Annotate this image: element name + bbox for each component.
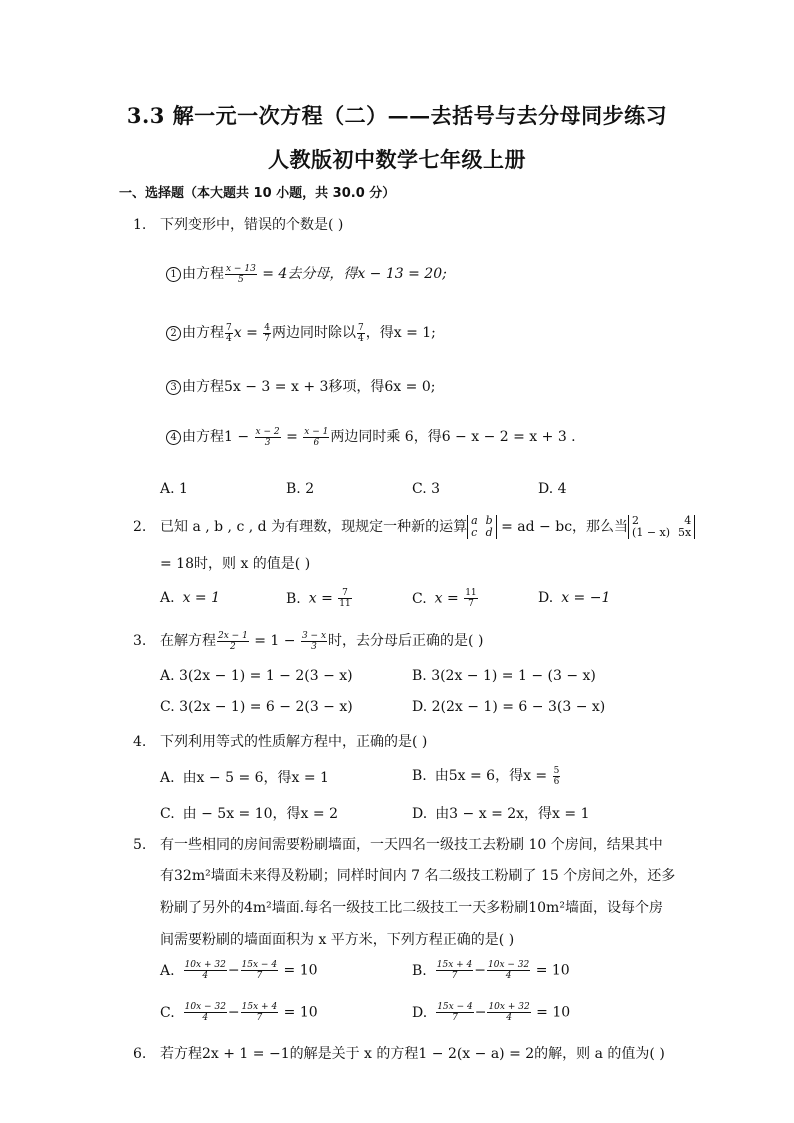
q3-option-c: C. 3(2x − 1) = 6 − 2(3 − x) [160, 699, 353, 715]
q4-option-d: D. 由3 − x = 2x，得x = 1 [412, 806, 590, 822]
q5-option-d: D. $\frac{15x - 4}{7}$ − $\frac{10x + 32}{4}$ = 10 [412, 1002, 571, 1023]
question-6: 6. 若方程2x + 1 = −1的解是关于 x 的方程1 − 2(x − a) = 2的解，则 a 的值为( ) [133, 1046, 665, 1062]
q4-option-b: B. 由5x = 6，得x = $\frac{5}{6}$ [412, 765, 560, 787]
q5-option-c: C. $\frac{10x - 32}{4}$ − $\frac{15x + 4}{7}$ = 10 [160, 1002, 318, 1023]
q1-option-d: D. 4 [538, 481, 567, 497]
q2-option-d: D. x = −1 [538, 590, 611, 606]
question-4: 4. 下列利用等式的性质解方程中，正确的是( ) [133, 734, 428, 750]
doc-subtitle: 人教版初中数学七年级上册 [268, 147, 526, 172]
q5-option-b: B. $\frac{15x + 4}{7}$ − $\frac{10x - 32}{4}$ = 10 [412, 960, 570, 981]
question-3: 3. 在解方程 $\frac{2x - 1}{2}$ = 1 − $\frac{3 - x}{3}$ 时，去分母后正确的是( ) [133, 630, 484, 652]
q4-option-a: A. 由x − 5 = 6，得x = 1 [160, 770, 329, 786]
determinant-given: 2 4 (1 − x) 5x [628, 515, 695, 539]
q1-option-b: B. 2 [286, 481, 315, 497]
q1-option-a: A. 1 [160, 481, 188, 497]
q4-option-c: C. 由 − 5x = 10，得x = 2 [160, 806, 338, 822]
q3-option-d: D. 2(2x − 1) = 6 − 3(3 − x) [412, 699, 606, 715]
q1-option-c: C. 3 [412, 481, 441, 497]
q1-item-3: 3 由方程5x − 3 = x + 3移项，得6x = 0; [166, 376, 435, 396]
question-number: 3. [133, 633, 147, 649]
question-1 [133, 214, 343, 234]
circled-number-4: 4 [166, 430, 181, 445]
question-5: 5. 有一些相同的房间需要粉刷墙面，一天四名一级技工去粉刷 10 个房间，结果其中 [133, 837, 663, 853]
question-number: 5. [133, 837, 147, 853]
q2-stem-line2: = 18时，则 x 的值是( ) [160, 556, 311, 572]
q5-option-a: A. $\frac{10x + 32}{4}$ − $\frac{15x - 4}{7}$ = 10 [160, 960, 318, 981]
q2-option-b: B. x = $\frac{7}{11}$ [286, 588, 351, 609]
q3-option-b: B. 3(2x − 1) = 1 − (3 − x) [412, 668, 596, 684]
q1-item-1: 1 由方程 $\frac{x - 13}{5}$ = 4去分母，得x − 13 = 20; [166, 263, 447, 285]
circled-number-1: 1 [166, 267, 181, 282]
determinant-definition: a b c d [467, 515, 497, 539]
doc-title: 3.3 解一元一次方程（二）——去括号与去分母同步练习 [126, 103, 668, 128]
section-heading: 一、选择题（本大题共 10 小题，共 30.0 分） [119, 186, 396, 201]
q2-option-c: C. x = $\frac{11}{7}$ [412, 588, 477, 609]
q2-option-a: A. x = 1 [160, 590, 220, 606]
question-number: 4. [133, 734, 147, 750]
question-number: 6. [133, 1046, 147, 1062]
q3-option-a: A. 3(2x − 1) = 1 − 2(3 − x) [160, 668, 353, 684]
question-number: 2. [133, 519, 147, 535]
q1-item-4: 4 由方程1 − $\frac{x - 2}{3}$ = $\frac{x - 1}{6}$ 两边同时乘 6，得6 − x − 2 = x + 3 . [166, 426, 576, 448]
q1-item-2: 2 由方程 $\frac{7}{4}$ x = $\frac{4}{7}$ 两边同时除以 $\frac{7}{4}$ ，得x = 1; [166, 322, 436, 344]
question-2: 2. 已知 a , b , c , d 为有理数，现规定一种新的运算 a b c d = ad − bc，那么当 2 4 (1 − x) 5x [133, 515, 695, 539]
q5-line-3: 粉刷了另外的4m²墙面.每名一级技工比二级技工一天多粉刷10m²墙面，设每个房 [160, 900, 663, 916]
question-stem: 下列变形中，错误的个数是( ) [160, 217, 344, 233]
question-number: 1. [133, 217, 147, 233]
q5-line-2: 有32m²墙面未来得及粉刷；同样时间内 7 名二级技工粉刷了 15 个房间之外，还多 [160, 868, 676, 884]
circled-number-3: 3 [166, 380, 181, 395]
q5-line-4: 间需要粉刷的墙面面积为 x 平方米，下列方程正确的是( ) [160, 932, 515, 948]
circled-number-2: 2 [166, 326, 181, 341]
